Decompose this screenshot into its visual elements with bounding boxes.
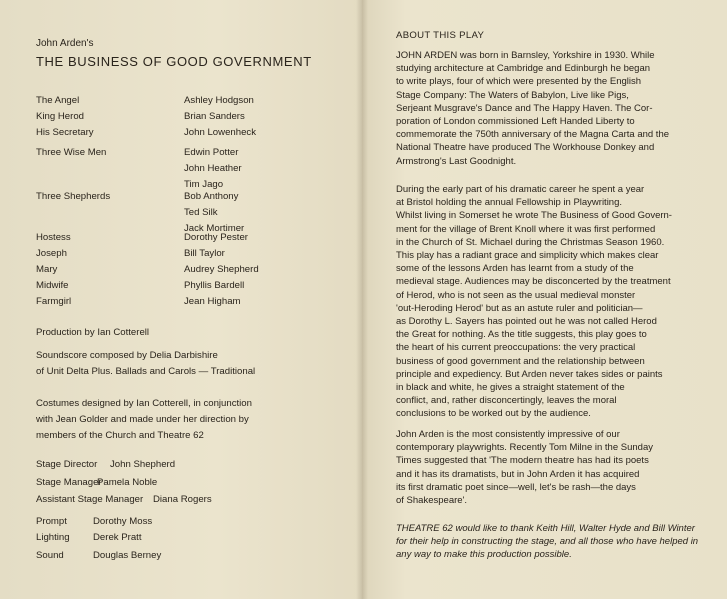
text-line: in the Church of St. Michael during the Christmas Season 1960. [396,236,665,248]
crew-role: Assistant Stage Manager [36,494,144,505]
author-line: John Arden's [36,38,94,49]
text-line: During the early part of his dramatic career he spent a year [396,184,645,195]
cast-row [36,296,356,312]
text-line: medieval stage. Audiences may be disconcerted by the treatment [396,276,671,288]
crew-name: Pamela Noble [97,477,158,488]
text-line: conflict, and, rather disconcertingly, leaves the moral [396,395,617,407]
soundscore-credit-line-2: of Unit Delta Plus. Ballads and Carols — Traditional [36,366,256,377]
text-line: ment for the village of Brent Knoll where it was first performed [396,223,656,235]
cast-role: King Herod [36,111,84,122]
crew-role: Stage Manager [36,477,102,488]
cast-role: His Secretary [36,127,94,138]
cast-actor: Bob Anthony [184,191,239,202]
cast-row [36,264,356,280]
cast-row [36,191,356,207]
cast-role: Hostess [36,232,71,243]
crew-row [36,477,356,493]
cast-actor: Ashley Hodgson [184,95,254,106]
text-line: John Arden is the most consistently impressive of our [396,429,620,440]
cast-role: Three Wise Men [36,147,107,158]
text-line: JOHN ARDEN was born in Barnsley, Yorkshire in 1930. While [396,50,655,61]
cast-actor: Bill Taylor [184,248,225,259]
about-heading: ABOUT THIS PLAY [396,30,485,41]
crew-name: Derek Pratt [93,532,142,543]
text-line: its first dramatic poet since—well, let's be rash—the days [396,481,636,493]
text-line: Whilst living in Somerset he wrote The Business of Good Govern- [396,210,672,222]
text-line: Times suggested that 'The modern theatre has had its poets [396,455,649,467]
crew-name: Dorothy Moss [93,516,153,527]
text-line: Serjeant Musgrave's Dance and The Happy Haven. The Cor- [396,102,653,114]
cast-row [36,163,356,179]
about-paragraph-1 [396,49,718,168]
thanks-paragraph [396,522,718,562]
text-line: some of the lessons Arden has learnt from a study of the [396,263,634,275]
text-line: This play has a radiant grace and simplicity which makes clear [396,250,659,262]
cast-role: Farmgirl [36,296,72,307]
cast-actor: Jean Higham [184,296,241,307]
crew-name: John Shepherd [110,459,176,470]
cast-role: Three Shepherds [36,191,111,202]
crew-row [36,532,356,548]
cast-actor: John Heather [184,163,242,174]
cast-row [36,207,356,223]
cast-actor: Phyllis Bardell [184,280,245,291]
costumes-credit-line-2: with Jean Golder and made under her direction by [36,414,249,425]
text-line: contemporary playwrights. Recently Tom Milne in the Sunday [396,442,653,454]
cast-actor: Audrey Shepherd [184,264,259,275]
cast-role: Mary [36,264,58,275]
crew-role: Prompt [36,516,67,527]
cast-row [36,127,356,143]
text-line: conclusions to be worked out by the audience. [396,408,591,420]
text-line: of Herod, who is not seen as the usual medieval monster [396,289,636,301]
cast-actor: Brian Sanders [184,111,245,122]
crew-row [36,516,356,532]
cast-row [36,280,356,296]
cast-row [36,232,356,248]
about-paragraph-2 [396,183,718,421]
text-line: National Theatre have produced The Workhouse Donkey and [396,142,655,154]
text-line: THEATRE 62 would like to thank Keith Hill, Walter Hyde and Bill Winter [396,523,695,534]
cast-actor: Ted Silk [184,207,218,218]
text-line: Stage Company: The Waters of Babylon, Live like Pigs, [396,89,629,101]
text-line: commemorate the 750th anniversary of the Magna Carta and the [396,129,670,141]
cast-row [36,248,356,264]
production-credit: Production by Ian Cotterell [36,327,150,338]
text-line: as Dorothy L. Sayers has pointed out he was not called Herod [396,316,657,328]
text-line: the heart of his current preoccupations: the very practical [396,342,636,354]
crew-role: Stage Director [36,459,98,470]
text-line: studying architecture at Cambridge and Edinburgh he began [396,63,651,75]
crew-name: Diana Rogers [153,494,212,505]
cast-role: Midwife [36,280,69,291]
cast-row [36,111,356,127]
text-line: and it has its dramatists, but in John Arden it has acquired [396,468,640,480]
cast-actor: Jack Mortimer [184,223,245,234]
about-paragraph-3 [396,428,718,507]
cast-actor: Dorothy Pester [184,232,248,243]
cast-role: The Angel [36,95,80,106]
soundscore-credit-line-1: Soundscore composed by Delia Darbishire [36,350,218,361]
text-line: in black and white, he gives a straight statement of the [396,382,625,394]
text-line: principle and expediency. But Arden never takes sides or paints [396,368,663,380]
text-line: to write plays, four of which were presented by the English [396,76,642,88]
crew-row [36,494,356,510]
crew-row [36,550,356,566]
play-title: THE BUSINESS OF GOOD GOVERNMENT [36,54,312,69]
costumes-credit-line-3: members of the Church and Theatre 62 [36,430,204,441]
text-line: poration of London commissioned Left Handed Liberty to [396,116,635,128]
text-line: 'out-Heroding Herod' but as an astute ruler and politician— [396,302,643,314]
costumes-credit-line-1: Costumes designed by Ian Cotterell, in conjunction [36,398,252,409]
crew-role: Lighting [36,532,70,543]
cast-row [36,147,356,163]
text-line: Armstrong's Last Goodnight. [396,155,517,167]
crew-name: Douglas Berney [93,550,162,561]
crew-role: Sound [36,550,64,561]
text-line: for their help in constructing the stage, and all those who have helped in [396,536,699,548]
cast-actor: Edwin Potter [184,147,239,158]
text-line: any way to make this production possible. [396,549,572,561]
text-line: business of good government and the relationship between [396,355,645,367]
cast-role: Joseph [36,248,67,259]
cast-row [36,95,356,111]
text-line: at Bristol holding the annual Fellowship in Playwriting. [396,197,623,209]
page-fold [356,0,368,599]
crew-row [36,459,356,475]
cast-actor: John Lowenheck [184,127,257,138]
text-line: of Shakespeare'. [396,495,467,507]
text-line: the Great for nothing. As the title suggests, this play goes to [396,329,647,341]
cast-actor: Tim Jago [184,179,224,190]
